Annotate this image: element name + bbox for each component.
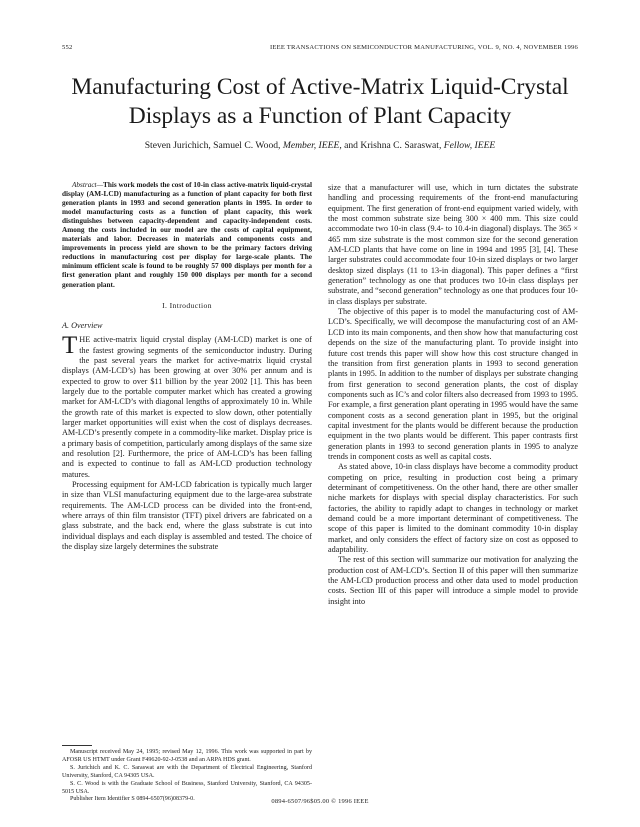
author-role-2: Fellow, IEEE [443,140,496,151]
footnotes [62,749,312,804]
drop-cap: T [62,332,78,360]
author-role-1: Member, IEEE [282,140,340,151]
footnote-affiliation-2: S. C. Wood is with the Graduate School of Business, Stanford University, Stanford, CA 94305-5015 USA. [62,780,312,795]
running-header [62,44,578,56]
right-paragraph-2: The objective of this paper is to model the manufacturing cost of AM-LCD’s. Specifically, we will decompose the manufacturing cost of an AM-LCD into its main components, and then show how that manufacturing cost depends on the size of the manufacturing plant. To provide insight into future cost trends this paper will show how this cost structure changed in the transition from first generation plants in 1993 to second generation plants in 1995. In addition to the number of displays per substrate changing from first generation to second generation plants, the cost of display components such as IC’s and color filters also decreased from 1993 to 1995. For example, a first generation plant operating in 1995 would have the same component costs as a second generation plant in 1995, but the original capital investment for the plants would be different because the production equipment in the two plants would be different. This paper contrasts first generation plants in 1993 to second generation plants in 1995 to analyze trends in component costs as well as capital costs. [328,307,578,461]
right-paragraph-4: The rest of this section will summarize our motivation for analyzing the production cost of AM-LCD’s. Section II of this paper will then summarize the AM-LCD production process and other data used to model production costs. Section III of this paper will introduce a simple model to provide insight into [328,555,578,606]
section-heading: I. Introduction [162,300,212,310]
right-column [328,183,578,607]
footnote-affiliation-1: S. Jurichich and K. C. Saraswat are with the Department of Electrical Engineering, Stanford University, Stanford, CA 94305 USA. [62,764,312,779]
paper-title: Manufacturing Cost of Active-Matrix Liquid-Crystal Displays as a Function of Plant Capacity [71,74,569,129]
footnote-manuscript: Manuscript received May 24, 1995; revised May 12, 1996. This work was supported in part by AFOSR US HTMT under Grant F49620-92-J-0538 and an ARPA HDS grant. [62,749,312,763]
abstract-label: Abstract— [72,181,104,189]
author-line [40,140,600,151]
author-names-2: , and Krishna C. Saraswat, [339,140,444,151]
footnote-publisher-id: Publisher Item Identifier S 0894-6507(96)08379-0. [70,796,195,803]
intro-paragraph-1-text: HE active-matrix liquid crystal display (AM-LCD) market is one of the fastest growing segments of the semiconductor industry. During the past several years the market for active-matrix liquid crystal displays (AM-LCD’s) has been growing at over 30% per annum and is expected to grow to over $11 billion by the year 2002 [1]. This has been largely due to the portable computer market which has created a growing market for AM-LCD’s with diagonal lengths of approximately 10 in. While the growth rate of this market is expected to slow down, other potentially larger market opportunities will exist when the cost of displays decreases. AM-LCD’s presently compete in a commodity-like market. Display price is a primary basis of competition, particularly among displays of the same size and resolution [2]. Furthermore, the price of AM-LCD’s has been falling and is expected to continue to fall as AM-LCD production technology matures. [62,335,312,479]
right-paragraph-3: As stated above, 10-in class displays have become a commodity product competing on price, resulting in production cost being a primary determinant of competitiveness. On the other hand, there are other smaller niche markets for displays with special display characteristics. For such factories, the ability to rapidly adapt to changes in technology or market demand could be a more important determinant of competitiveness. The scope of this paper is limited to the dominant commodity 10-in display market, and only considers the effect of factory size on cost as opposed to adaptability. [328,462,578,555]
intro-paragraph-1 [62,332,312,480]
footnote-rule [62,745,92,746]
journal-header: IEEE TRANSACTIONS ON SEMICONDUCTOR MANUFACTURING, VOL. 9, NO. 4, NOVEMBER 1996 [270,44,578,51]
page-number: 552 [62,44,73,51]
subsection-heading: A. Overview [62,320,103,330]
copyright-footer: 0894-6507/96$05.00 © 1996 IEEE [271,798,369,805]
abstract [62,181,312,290]
left-column [62,181,312,552]
right-paragraph-1: size that a manufacturer will use, which in turn dictates the substrate handling and processing requirements of the front-end manufacturing equipment. The first generation of front-end equipment varied widely, with the most common substrate size being 300 × 400 mm. This size could accommodate two 10-in class (9.4- to 10.4-in diagonal) displays. The 365 × 465 mm size substrate is the most common size for the second generation AM-LCD plants that have come on line in 1994 and 1995 [3], [4]. These larger substrates could accommodate four 10-in sized displays or two larger desktop sized displays (11 to 13-in diagonal). This paper defines a “first generation” technology as one that produces two 10-in class displays per substrate, and “second generation” technology as one that produces four 10-in class displays per substrate. [328,183,578,306]
abstract-text: This work models the cost of 10-in class active-matrix liquid-crystal display (AM-LCD) manufacturing as a function of plant capacity for both first generation plants in 1993 and second generation plants in 1995. In order to model manufacturing costs as a function of plant capacity, this work distinguishes between capacity-dependent and capacity-independent costs. Among the costs included in our model are the costs of capital equipment, materials and labor. Decreases in materials and components costs and improvements in process yield are shown to be the primary factors driving reductions in manufacturing cost per display for large-scale plants. The minimum efficient scale is found to be roughly 57 000 displays per month for a first generation plant and roughly 150 000 displays per month for a second generation plant. [62,181,312,289]
intro-paragraph-2: Processing equipment for AM-LCD fabrication is typically much larger in size than VLSI manufacturing equipment due to the large-area substrate requirements. The AM-LCD process can be divided into the front-end, where arrays of thin film transistor (TFT) pixel drivers are fabricated on a glass substrate, and the back end, where the glass substrate is cut into individual displays and each display is assembled and tested. The choice of the display size largely determines the substrate [62,480,312,552]
author-names-1: Steven Jurichich, Samuel C. Wood, [144,140,283,151]
